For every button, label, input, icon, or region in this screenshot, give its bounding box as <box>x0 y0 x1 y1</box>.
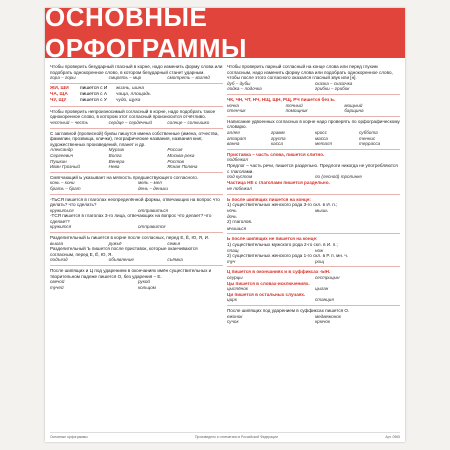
example: мощный <box>344 102 363 108</box>
rule-double-consonants <box>227 117 400 150</box>
example: смотреть – взгляд <box>167 75 210 81</box>
example: рукой <box>138 279 150 285</box>
example: цыплёнок <box>227 286 248 292</box>
example: по (лесной) тропинке <box>315 174 362 180</box>
example-grid <box>227 208 400 219</box>
rule-item: 1) существительных женского рода 3-го скл. в И. п.; <box>227 202 338 208</box>
rule-item: 1) существительных мужского рода 2-го скл. в И. п.; <box>227 242 338 248</box>
example: Нева <box>108 164 120 170</box>
rule-text: Ь после шипящих не пишется на конце: <box>227 236 318 242</box>
rule-text: После шипящих и Ц под ударением в окончаниях имён существительных и творительном падеже пишется О, без ударения – Е. <box>50 268 212 279</box>
rule-soft-sign <box>50 173 223 195</box>
rule-text: Написание удвоенных согласных в корне надо проверять по орфографическому словарю. <box>227 118 400 130</box>
example: ежонок <box>227 313 243 319</box>
rule-capital-letter <box>50 129 223 173</box>
example: Ясная Поляна <box>167 164 198 170</box>
example: сучок <box>227 319 239 325</box>
rule-text: Разделительный Ъ пишется после приставок, которые оканчиваются согласным, перед Е, Ё, Ю, Я. <box>50 246 198 257</box>
example: теннис <box>359 135 376 141</box>
right-column <box>227 62 400 327</box>
example: день – деньки <box>138 185 168 191</box>
example: кольцом <box>138 284 156 290</box>
example: подбежал <box>227 157 248 163</box>
example: конь – кони <box>50 180 75 186</box>
example: станция <box>315 297 334 303</box>
rule-text: Ц пишется в окончаниях и в суффиксах -ЫН. <box>227 269 331 275</box>
rule-o-e-after-sibilants <box>50 266 223 292</box>
example-grid <box>50 120 223 126</box>
example: чаща, площадь <box>116 91 151 97</box>
rule-text: -ТСЯ пишется в глаголах 3-го лица, отвечающих на вопрос что делает? что сделает? <box>50 213 212 224</box>
example: мель – мел <box>138 180 162 186</box>
example: съёмка <box>167 257 183 263</box>
example: медвежонок <box>315 313 341 319</box>
example: Сергеевич <box>50 152 74 158</box>
example: рощ <box>315 258 325 264</box>
rule-chk-chn <box>227 95 400 117</box>
rule-soft-sign-after-sibilants <box>227 195 400 235</box>
example-grid <box>227 297 400 303</box>
example: мчишься <box>227 225 247 231</box>
example: мышь <box>315 208 328 214</box>
example: дуб – дубы <box>227 80 251 86</box>
example: сердце – сердечный <box>108 119 152 125</box>
rule-text: Разделительный Ь пишется в корне после согласных, перед Е, Ё, Ю, Я, И. <box>50 235 210 241</box>
example: вьюга <box>50 240 64 246</box>
example: сестрицын <box>315 275 340 280</box>
example-grid <box>227 259 400 265</box>
example: грибки – грибок <box>315 86 350 92</box>
example: Ростов <box>167 158 184 164</box>
rule-tsy-tsi <box>227 267 400 306</box>
example: брать – брат <box>50 185 81 191</box>
rule-text: С заглавной (прописной) буквы пишутся имена собственные (имена, отчества, фамилии, прозвища, клички), географические названия, названия книг, художественных произведений, планет и др. <box>50 130 219 147</box>
example: птенчик <box>227 108 246 114</box>
rule-mid: пишется с А <box>80 91 108 97</box>
poster-header <box>45 8 405 63</box>
rule-tsya-tsya <box>50 195 223 234</box>
example: касса <box>271 141 283 147</box>
example: Пушкин <box>50 158 67 164</box>
example: огурцы <box>227 275 243 280</box>
example: туч <box>227 258 236 264</box>
rule-text: Чтобы проверить непроизносимый согласный в корне, надо подобрать такое однокоренное слово, в котором этот согласный произносится отчётливо. <box>50 108 216 120</box>
footer-article: Арт. 0965 <box>385 435 400 439</box>
example: жизнь, шина <box>116 85 144 91</box>
example: плащ <box>227 247 239 253</box>
example: чудо, щука <box>116 97 141 103</box>
rule-zhi-shi <box>50 84 223 107</box>
example-grid <box>50 75 223 81</box>
example: не побежал <box>227 186 252 192</box>
rule-text: Предлог – часть речи, пишется раздельно. Предлоги никогда не употребляются с глаголами. <box>227 162 398 174</box>
poster <box>45 8 405 442</box>
example: крючок <box>315 319 331 325</box>
example: семья <box>167 240 181 246</box>
example: Мурзик <box>108 147 125 153</box>
example-grid <box>227 81 400 92</box>
example-grid <box>50 224 223 230</box>
example: отправится <box>138 224 166 230</box>
example: под кустом <box>227 174 253 180</box>
rule-paired-consonant <box>227 62 400 95</box>
example-grid <box>50 279 223 290</box>
example-grid <box>227 103 400 114</box>
rule-key: ЖИ, ШИ <box>50 85 69 91</box>
example-grid <box>50 180 223 191</box>
example: солнце – солнышко <box>167 119 210 125</box>
example: кружиться <box>50 207 74 213</box>
example: цыган <box>315 286 329 292</box>
rule-text: После шипящих под ударением в суффиксах пишется О. <box>227 307 350 313</box>
example: Волга <box>108 152 122 158</box>
rule-text: ЧК, ЧН, ЧТ, НЧ, НЩ, ЩН, РЩ, РЧ пишется без Ь. <box>227 96 336 102</box>
example: грамм <box>271 129 285 135</box>
example: ванна <box>227 141 240 147</box>
example: террасса <box>359 141 381 147</box>
example: аппарат <box>227 135 247 141</box>
rule-title: Приставка – часть слова, пишется слитно. <box>227 151 325 157</box>
example: Александр <box>50 147 73 153</box>
rule-item: 2) глаголов. <box>227 219 253 225</box>
rule-row <box>50 98 223 104</box>
example-grid <box>227 314 400 325</box>
rule-text: -ТЬСЯ пишется в глаголах неопределённой формы, отвечающих на вопрос что делать? что сделать? <box>50 196 220 208</box>
rule-key: ЧУ, ЩУ <box>50 97 67 103</box>
example: дочь <box>227 213 237 219</box>
example: кружится <box>50 224 72 230</box>
example-grid <box>50 257 223 263</box>
example: точный <box>285 102 303 108</box>
rule-dividing-signs <box>50 233 223 266</box>
rule-mid: пишется с У <box>80 97 107 103</box>
example: помощник <box>285 108 308 114</box>
example: отправиться <box>138 207 168 213</box>
example: Россия <box>167 147 183 153</box>
example: масса <box>315 135 328 141</box>
example: суббота <box>359 129 378 135</box>
rule-prefix-preposition <box>227 150 400 195</box>
left-column <box>50 62 223 327</box>
example: сказка – сказочка <box>315 80 353 86</box>
rule-text: Цы пишется в словах-исключениях. <box>227 280 310 286</box>
rule-text: Ци пишется в остальных случаях. <box>227 291 306 297</box>
example-grid <box>227 130 400 147</box>
rule-key: ЧА, ЩА <box>50 91 68 97</box>
rule-item: 2) существительных женского рода 1-го скл. в Р. п. мн. ч. <box>227 253 349 259</box>
example: Иван Грозный <box>50 164 80 170</box>
example: лодка – лодочка <box>227 86 262 92</box>
example: нож <box>315 247 324 253</box>
footer-note: Произведено и отпечатано в Российской Федерации <box>195 435 278 439</box>
example: Москва-река <box>167 152 195 158</box>
example: смирять – мир <box>108 75 142 81</box>
example: свечой <box>50 279 65 285</box>
example: подъезд <box>50 257 68 263</box>
example-grid <box>50 147 223 169</box>
example: ночка <box>227 102 239 108</box>
example: металл <box>315 141 333 147</box>
example: барщина <box>344 108 364 114</box>
rule-text: Чтобы проверить парный согласный на конце слова или перед глухим согласным, надо изменить форму слова или подобрать однокоренное слово, чтобы после этого согласного оказался гласный звук или [н]. <box>227 64 393 81</box>
example: ночь <box>227 208 237 214</box>
rule-text: Смягчающий Ь указывает на мягкость предшествующего согласного. <box>50 174 199 180</box>
example: честный – честь <box>50 119 88 125</box>
rule-o-in-suffixes <box>227 306 400 327</box>
rule-text: Частица НЕ с глаголами пишется раздельно. <box>227 179 330 185</box>
example: группа <box>271 135 286 141</box>
example: кросс <box>315 129 327 135</box>
rule-no-soft-sign <box>227 234 400 267</box>
example: цирк <box>227 297 237 303</box>
footer-title: Основные орфограммы <box>50 435 88 439</box>
rule-text: Ь после шипящих пишется на конце: <box>227 196 311 202</box>
poster-body <box>45 58 405 327</box>
example: ружьё <box>108 240 122 246</box>
poster-title: ОСНОВНЫЕ ОРФОГРАММЫ <box>45 8 247 63</box>
example: объявление <box>108 257 134 263</box>
example: Венера <box>108 158 125 164</box>
example: гора – горы <box>50 75 76 81</box>
rule-mid: пишется с И <box>80 85 108 91</box>
example: аллея <box>227 129 240 135</box>
example: тучей <box>50 284 64 290</box>
rule-unpronounceable-consonant <box>50 107 223 129</box>
rule-unstressed-vowel <box>50 62 223 84</box>
rule-text: Чтобы проверить безударный гласный в корне, надо изменить форму слова или подобрать однокоренное слово, в котором безударный станет ударным. <box>50 64 223 75</box>
poster-footer <box>50 432 400 439</box>
